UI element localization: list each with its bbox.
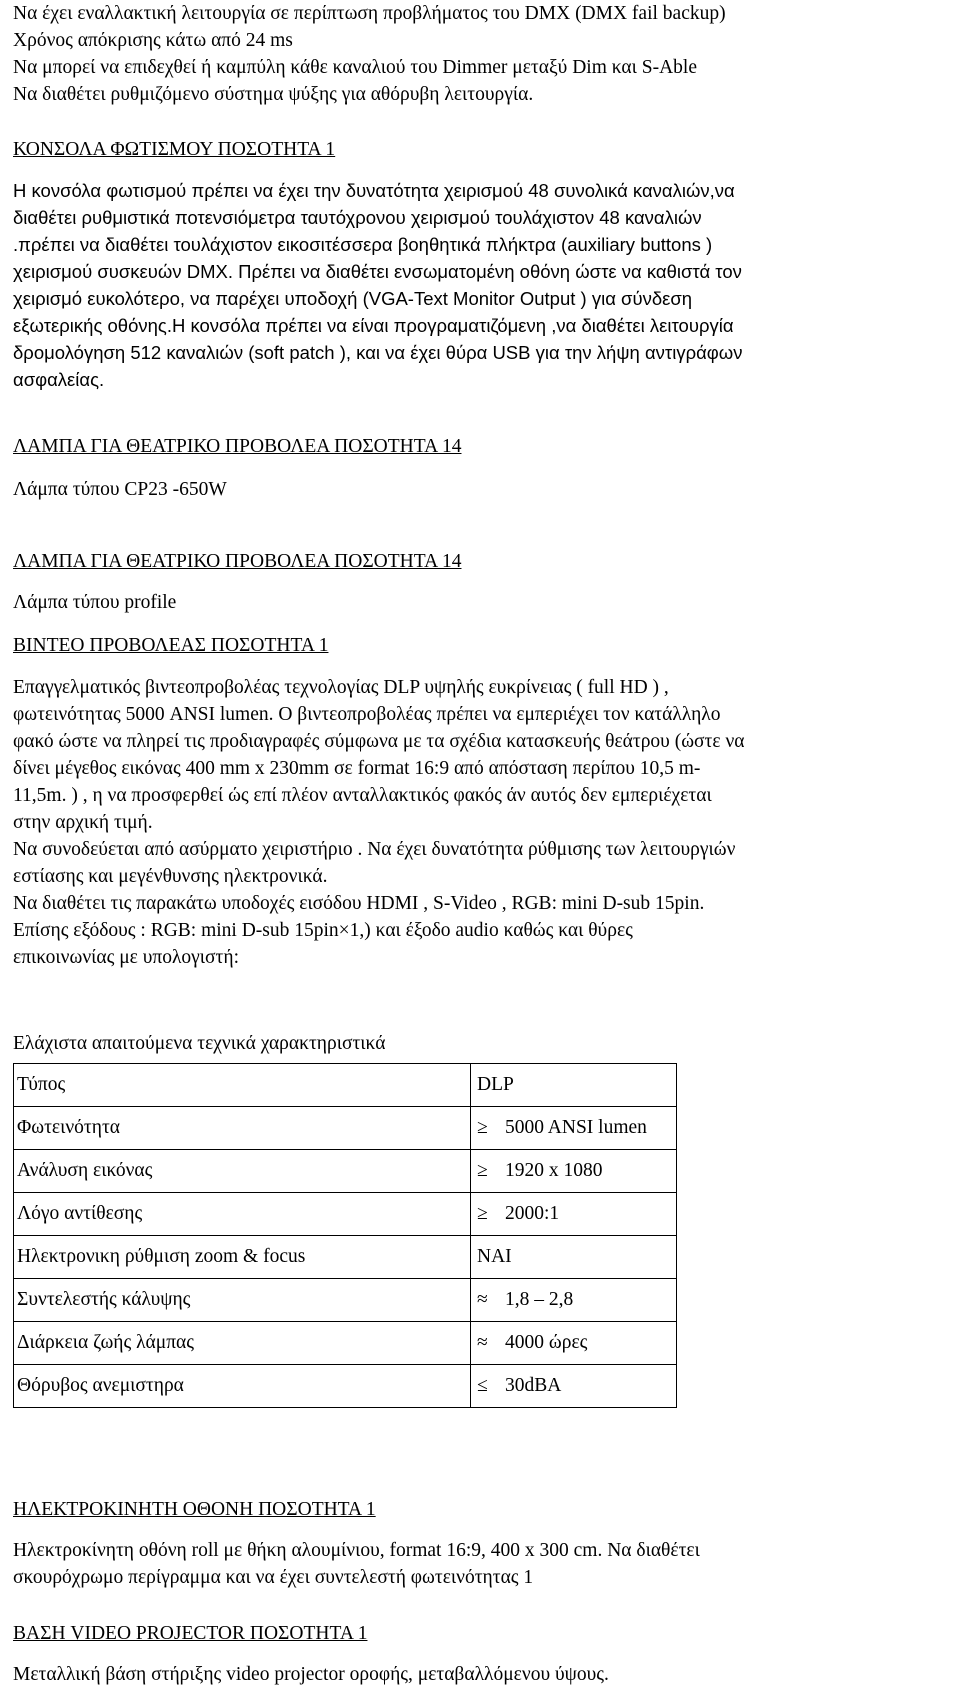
table-row: [14, 1279, 677, 1322]
spec-value-cell: [471, 1365, 677, 1408]
screen-line: σκουρόχρωμο περίγραμμα και να έχει συντελεστή φωτεινότητας 1: [13, 1567, 534, 1588]
spec-symbol: ≥: [477, 1160, 488, 1181]
table-row: [14, 1107, 677, 1150]
spec-label: Ηλεκτρονικη ρύθμιση zoom & focus: [14, 1236, 471, 1279]
spec-value-cell: [471, 1322, 677, 1365]
projector-heading: ΒΙΝΤΕΟ ΠΡΟΒΟΛΕΑΣ ΠΟΣΟΤΗΤΑ 1: [13, 635, 329, 656]
console-line: εξωτερικής οθόνης.Η κονσόλα πρέπει να είναι προγραματιζόμενη ,να διαθέτει λειτουργία: [13, 315, 734, 336]
intro-block: [13, 0, 726, 108]
spec-value: 2000:1: [505, 1203, 560, 1224]
table-row: [14, 1236, 677, 1279]
projector-line: εστίασης και μεγένθυνσης ηλεκτρονικά.: [13, 866, 328, 887]
console-paragraph: [13, 177, 743, 393]
spec-label: Διάρκεια ζωής λάμπας: [14, 1322, 471, 1365]
spec-value-cell: [471, 1064, 677, 1107]
projector-line: Να συνοδεύεται από ασύρματο χειριστήριο . Να έχει δυνατότητα ρύθμισης των λειτουργιών: [13, 839, 736, 860]
table-row: [14, 1365, 677, 1408]
spec-label: Θόρυβος ανεμιστηρα: [14, 1365, 471, 1408]
table-row: [14, 1322, 677, 1365]
projector-line: δίνει μέγεθος εικόνας 400 mm x 230mm σε format 16:9 από απόσταση περίπου 10,5 m-: [13, 758, 701, 779]
lamp2-text: Λάμπα τύπου profile: [13, 592, 177, 613]
intro-line: Να μπορεί να επιδεχθεί ή καμπύλη κάθε καναλιού του Dimmer μεταξύ Dim και S-Able: [13, 57, 697, 78]
spec-value: 5000 ANSI lumen: [505, 1117, 647, 1138]
table-row: [14, 1064, 677, 1107]
spec-value: ΝΑΙ: [477, 1246, 512, 1267]
specs-title: Ελάχιστα απαιτούμενα τεχνικά χαρακτηριστικά: [13, 1033, 386, 1054]
specs-table: [13, 1063, 677, 1408]
console-line: Η κονσόλα φωτισμού πρέπει να έχει την δυνατότητα χειρισμού 48 συνολικά καναλιών,να: [13, 180, 735, 201]
spec-value: DLP: [477, 1074, 514, 1095]
spec-symbol: ≈: [477, 1289, 488, 1310]
console-line: .πρέπει να διαθέτει τουλάχιστον εικοσιτέσσερα βοηθητικά πλήκτρα (auxiliary buttons ): [13, 234, 713, 255]
projector-line: φακό ώστε να πληρεί τις προδιαγραφές σύμφωνα με τα σχέδια κατασκευής θεάτρου (ώστε να: [13, 731, 745, 752]
spec-value: 1,8 – 2,8: [505, 1289, 574, 1310]
screen-heading: ΗΛΕΚΤΡΟΚΙΝΗΤΗ ΟΘΟΝΗ ΠΟΣΟΤΗΤΑ 1: [13, 1499, 376, 1520]
projector-paragraph: [13, 674, 745, 971]
lamp2-heading: ΛΑΜΠΑ ΓΙΑ ΘΕΑΤΡΙΚΟ ΠΡΟΒΟΛΕΑ ΠΟΣΟΤΗΤΑ 14: [13, 551, 462, 572]
spec-symbol: ≈: [477, 1332, 488, 1353]
spec-label: Φωτεινότητα: [14, 1107, 471, 1150]
console-line: δρομολόγηση 512 καναλιών (soft patch ), και να έχει θύρα USB για την λήψη αντιγράφων: [13, 342, 743, 363]
spec-value: 30dBA: [505, 1375, 562, 1396]
projector-line: στην αρχική τιμή.: [13, 812, 153, 833]
spec-value: 1920 x 1080: [505, 1160, 603, 1181]
intro-line: Χρόνος απόκρισης κάτω από 24 ms: [13, 30, 293, 51]
spec-label: Συντελεστής κάλυψης: [14, 1279, 471, 1322]
spec-label: Ανάλυση εικόνας: [14, 1150, 471, 1193]
table-row: [14, 1193, 677, 1236]
spec-value-cell: [471, 1107, 677, 1150]
spec-value: 4000 ώρες: [505, 1332, 588, 1353]
base-heading: ΒΑΣΗ VIDEO PROJECTOR ΠΟΣΟΤΗΤΑ 1: [13, 1623, 368, 1644]
projector-line: Επίσης εξόδους : RGB: mini D-sub 15pin×1,) και έξοδο audio καθώς και θύρες: [13, 920, 633, 941]
console-heading: ΚΟΝΣΟΛΑ ΦΩΤΙΣΜΟΥ ΠΟΣΟΤΗΤΑ 1: [13, 139, 336, 160]
console-line: ασφαλείας.: [13, 369, 105, 390]
projector-line: επικοινωνίας με υπολογιστή:: [13, 947, 240, 968]
table-row: [14, 1150, 677, 1193]
intro-line: Να έχει εναλλακτική λειτουργία σε περίπτωση προβλήματος του DMX (DMX fail backup): [13, 3, 726, 24]
spec-label: Τύπος: [14, 1064, 471, 1107]
intro-line: Να διαθέτει ρυθμιζόμενο σύστημα ψύξης για αθόρυβη λειτουργία.: [13, 84, 534, 105]
spec-value-cell: [471, 1193, 677, 1236]
spec-value-cell: [471, 1150, 677, 1193]
screen-line: Ηλεκτροκίνητη οθόνη roll με θήκη αλουμίνιου, format 16:9, 400 x 300 cm. Να διαθέτει: [13, 1540, 700, 1561]
spec-symbol: ≤: [477, 1375, 488, 1396]
spec-label: Λόγο αντίθεσης: [14, 1193, 471, 1236]
projector-line: Επαγγελματικός βιντεοπροβολέας τεχνολογίας DLP υψηλής ευκρίνειας ( full HD ) ,: [13, 677, 669, 698]
screen-paragraph: [13, 1537, 700, 1591]
console-line: χειρισμού συσκευών DMX. Πρέπει να διαθέτει ενσωματομένη οθόνη ώστε να καθιστά τον: [13, 261, 742, 282]
lamp1-heading: ΛΑΜΠΑ ΓΙΑ ΘΕΑΤΡΙΚΟ ΠΡΟΒΟΛΕΑ ΠΟΣΟΤΗΤΑ 14: [13, 436, 462, 457]
projector-line: 11,5m. ) , η να προσφερθεί ώς επί πλέον ανταλλακτικός φακός άν αυτός δεν εμπεριέχεται: [13, 785, 712, 806]
spec-value-cell: [471, 1279, 677, 1322]
spec-value-cell: [471, 1236, 677, 1279]
spec-symbol: ≥: [477, 1117, 488, 1138]
lamp1-text: Λάμπα τύπου CP23 -650W: [13, 479, 227, 500]
console-line: διαθέτει ρυθμιστικά ποτενσιόμετρα ταυτόχρονου χειρισμού τουλάχιστον 48 καναλιών: [13, 207, 702, 228]
projector-line: Να διαθέτει τις παρακάτω υποδοχές εισόδου HDMI , S-Video , RGB: mini D-sub 15pin.: [13, 893, 705, 914]
base-text: Μεταλλική βάση στήριξης video projector οροφής, μεταβαλλόμενου ύψους.: [13, 1664, 609, 1685]
spec-symbol: ≥: [477, 1203, 488, 1224]
projector-line: φωτεινότητας 5000 ANSI lumen. Ο βιντεοπροβολέας πρέπει να εμπεριέχει τον κατάλληλο: [13, 704, 721, 725]
console-line: χειρισμό ευκολότερο, να παρέχει υποδοχή (VGA-Text Monitor Output ) για σύνδεση: [13, 288, 693, 309]
